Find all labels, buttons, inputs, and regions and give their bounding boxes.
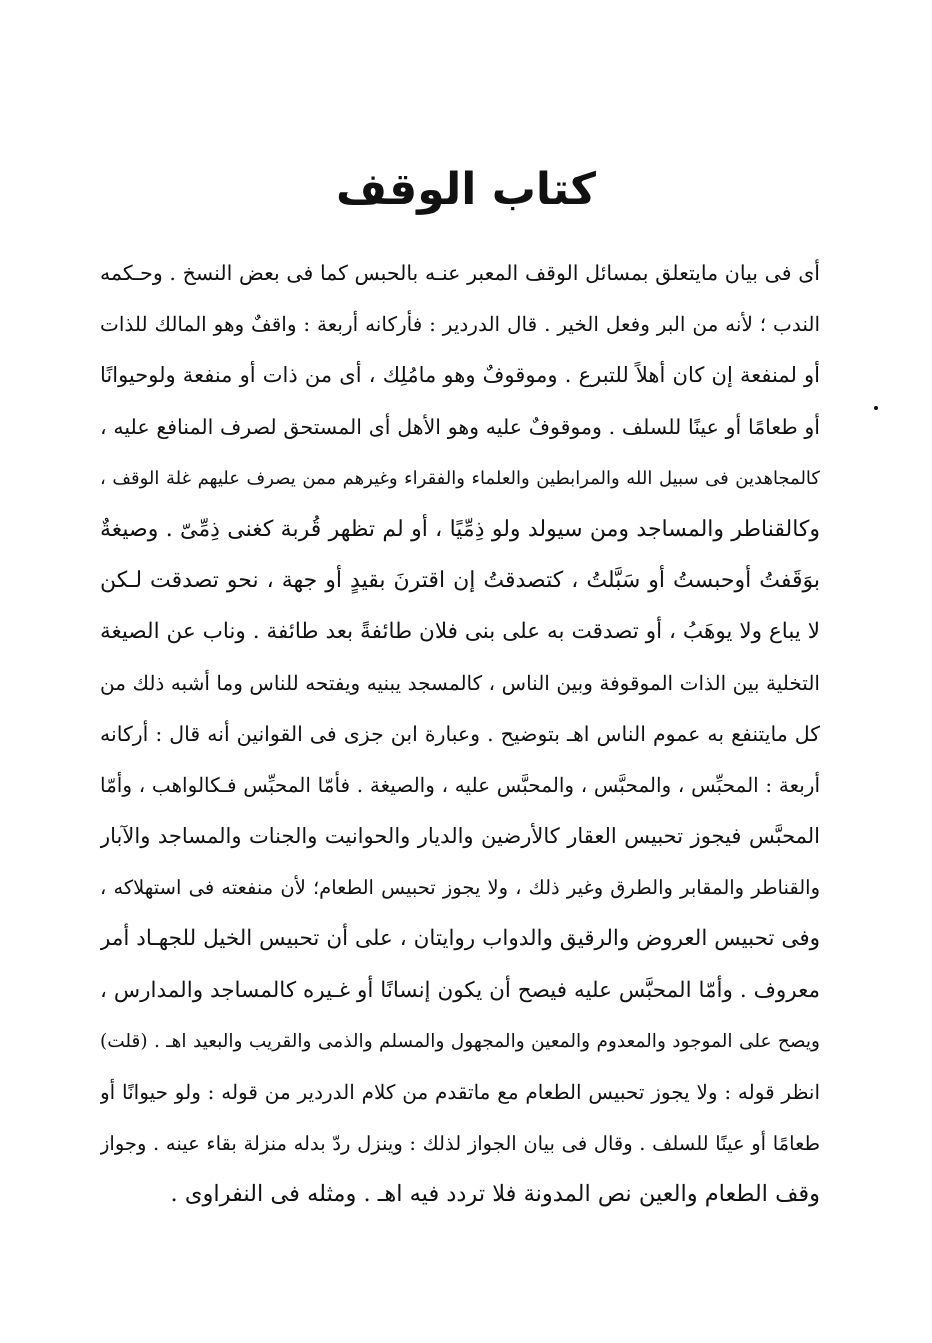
text-line: الندب ؛ لأنه من البر وفعل الخير . قال الدردير : فأركانه أربعة : واقفٌ وهو المالك للذات [100, 312, 820, 337]
text-line: بوَقَفتُ أوحبستُ أو سَبَّلتُ ، كتصدقتُ إن اقترنَ بقيدٍ أو جهة ، نحو تصدقت لـكن [100, 568, 820, 594]
text-line: والقناطر والمقابر والطرق وغير ذلك ، ولا يجوز تحبيس الطعام؛ لأن منفعته فى استهلاكه ، [100, 876, 820, 900]
ink-speck [874, 406, 878, 410]
text-line: طعامًا أو عينًا للسلف . وقال فى بيان الجواز لذلك : وينزل ردّ بدله منزلة بقاء عينه . وجواز [100, 1132, 820, 1156]
text-line: التخلية بين الذات الموقوفة وبين الناس ، كالمسجد يبنيه ويفتحه للناس وما أشبه ذلك من [100, 670, 820, 695]
text-line: كالمجاهدين فى سبيل الله والمرابطين والعلماء والفقراء وغيرهم ممن يصرف عليهم غلة الوقف ، [100, 467, 820, 489]
text-line: المحبَّس فيجوز تحبيس العقار كالأرضين والديار والحوانيت والجنات والمساجد والآبار [100, 824, 820, 849]
text-line: ويصح على الموجود والمعدوم والمعين والمجهول والمسلم والذمى والقريب والبعيد اهـ . (قلت) [100, 1030, 820, 1052]
body-text [100, 248, 820, 1221]
text-line: وفى تحبيس العروض والرقيق والدواب روايتان ، على أن تحبيس الخيل للجهـاد أمر [100, 926, 820, 952]
text-line: كل مايتنفع به عموم الناس اهـ بتوضيح . وعبارة ابن جزى فى القوانين أنه قال : أركانه [100, 721, 820, 746]
text-line-last: وقف الطعام والعين نص المدونة فلا تردد فيه اهـ . ومثله فى النفراوى . [170, 1181, 820, 1208]
text-line: انظر قوله : ولا يجوز تحبيس الطعام مع ماتقدم من كلام الدردير من قوله : ولو حيوانًا أو [100, 1080, 820, 1104]
text-line: وكالقناطر والمساجد ومن سيولد ولو ذِمِّيًا ، أو لم تظهر قُربة كغنى ذِمِّىّ . وصيغةٌ [100, 516, 820, 542]
text-line: أو لمنفعة إن كان أهلاً للتبرع . وموقوفٌ وهو مامُلِك ، أى من ذات أو منفعة ولوحيوانًا [100, 363, 820, 388]
page-title: كتاب الوقف [335, 164, 596, 215]
text-line: أى فى بيان مايتعلق بمسائل الوقف المعبر عنـه بالحبس كما فى بعض النسخ . وحـكمه [100, 261, 820, 285]
text-line: لا يباع ولا يوهَبُ ، أو تصدقت به على بنى فلان طائفةً بعد طائفة . وناب عن الصيغة [100, 619, 820, 645]
text-line: معروف . وأمّا المحبَّس عليه فيصح أن يكون إنسانًا أو غـيره كالمساجد والمدارس ، [100, 977, 820, 1003]
text-line: أو طعامًا أو عينًا للسلف . وموقوفٌ عليه وهو الأهل أى المستحق لصرف المنافع عليه ، [100, 414, 820, 439]
text-line: أربعة : المحبِّس ، والمحبَّس ، والمحبَّس عليه ، والصيغة . فأمّا المحبِّس فـكالواهب ، وأمّا [100, 772, 820, 797]
